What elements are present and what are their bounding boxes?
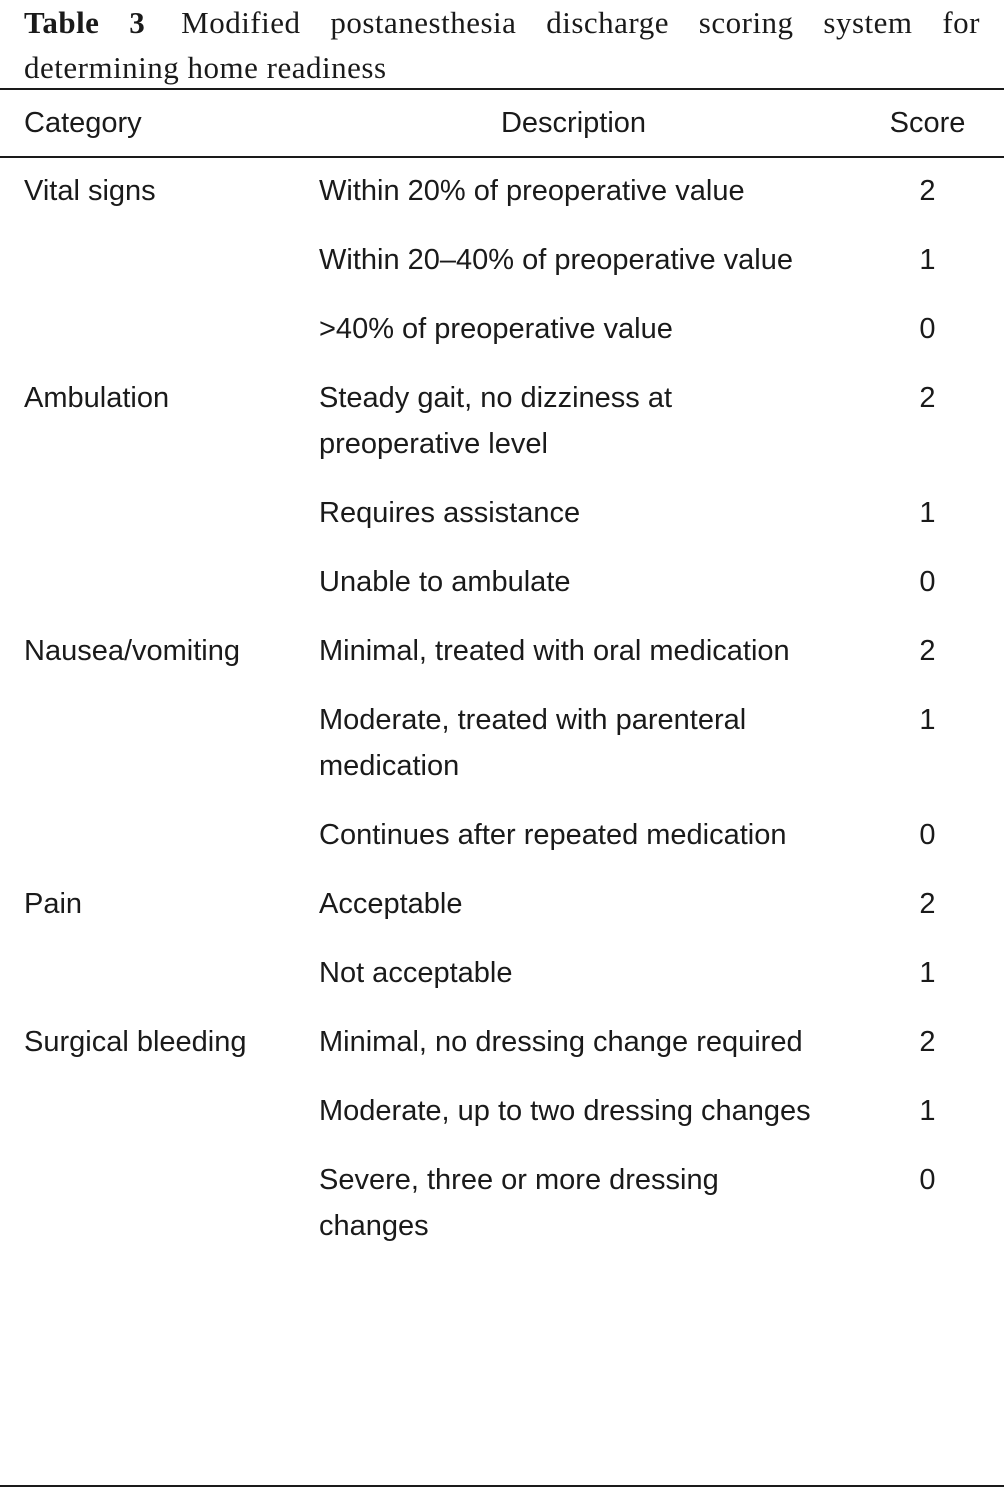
score-cell: 0 xyxy=(919,819,936,851)
description-cell: Steady gait, no dizziness at preoperative level xyxy=(319,382,673,460)
table-row xyxy=(0,490,1004,559)
score-cell: 1 xyxy=(919,704,936,736)
discharge-scoring-table xyxy=(0,90,1004,1263)
table-row xyxy=(0,1088,1004,1157)
score-cell: 0 xyxy=(919,313,936,345)
description-cell: Moderate, up to two dressing changes xyxy=(319,1095,811,1127)
table-row xyxy=(0,881,1004,950)
description-cell: Minimal, treated with oral medication xyxy=(319,635,790,667)
score-cell: 1 xyxy=(919,1095,936,1127)
description-cell: Moderate, treated with parenteral medication xyxy=(319,704,747,782)
table-row xyxy=(0,375,1004,490)
category-cell xyxy=(0,559,296,628)
category-cell xyxy=(0,812,296,881)
score-cell: 2 xyxy=(919,888,936,920)
category-cell: Ambulation xyxy=(24,382,170,414)
score-cell: 0 xyxy=(919,1164,936,1196)
table-row xyxy=(0,156,1004,237)
score-cell: 0 xyxy=(919,566,936,598)
description-cell: Within 20% of preoperative value xyxy=(319,175,745,207)
score-cell: 1 xyxy=(919,957,936,989)
bottom-rule xyxy=(0,1485,1004,1487)
description-cell: Continues after repeated medication xyxy=(319,819,787,851)
table-row xyxy=(0,697,1004,812)
table-number: Table 3 xyxy=(24,5,146,40)
description-cell: Requires assistance xyxy=(319,497,581,529)
header-row xyxy=(0,90,1004,156)
table-row xyxy=(0,628,1004,697)
description-cell: Not acceptable xyxy=(319,957,513,989)
table-row xyxy=(0,1157,1004,1263)
score-cell: 2 xyxy=(919,382,936,414)
category-cell: Vital signs xyxy=(24,175,156,207)
category-cell: Nausea/vomiting xyxy=(24,635,240,667)
table-row xyxy=(0,950,1004,1019)
category-cell xyxy=(0,950,296,1019)
score-cell: 2 xyxy=(919,175,936,207)
score-cell: 2 xyxy=(919,1026,936,1058)
category-cell xyxy=(0,697,296,812)
score-cell: 1 xyxy=(919,244,936,276)
score-cell: 1 xyxy=(919,497,936,529)
description-cell: >40% of preoperative value xyxy=(319,313,673,345)
category-cell: Pain xyxy=(24,888,83,920)
table-row xyxy=(0,812,1004,881)
table-row xyxy=(0,237,1004,306)
category-cell xyxy=(0,237,296,306)
description-cell: Within 20–40% of preoperative value xyxy=(319,244,793,276)
table-row xyxy=(0,559,1004,628)
table-caption xyxy=(24,0,980,90)
category-cell xyxy=(0,1157,296,1263)
category-cell xyxy=(0,1088,296,1157)
description-cell: Severe, three or more dressing changes xyxy=(319,1164,719,1242)
category-cell xyxy=(0,306,296,375)
description-cell: Unable to ambulate xyxy=(319,566,571,598)
header-category: Category xyxy=(24,107,142,139)
table-title: Modified postanesthesia discharge scoring system for determining home readiness xyxy=(24,5,980,85)
description-cell: Acceptable xyxy=(319,888,463,920)
category-cell xyxy=(0,490,296,559)
table-body xyxy=(0,156,1004,1263)
description-cell: Minimal, no dressing change required xyxy=(319,1026,803,1058)
table-row xyxy=(0,306,1004,375)
table-row xyxy=(0,1019,1004,1088)
header-score: Score xyxy=(889,107,966,139)
header-description: Description xyxy=(500,107,647,139)
score-cell: 2 xyxy=(919,635,936,667)
category-cell: Surgical bleeding xyxy=(24,1026,247,1058)
